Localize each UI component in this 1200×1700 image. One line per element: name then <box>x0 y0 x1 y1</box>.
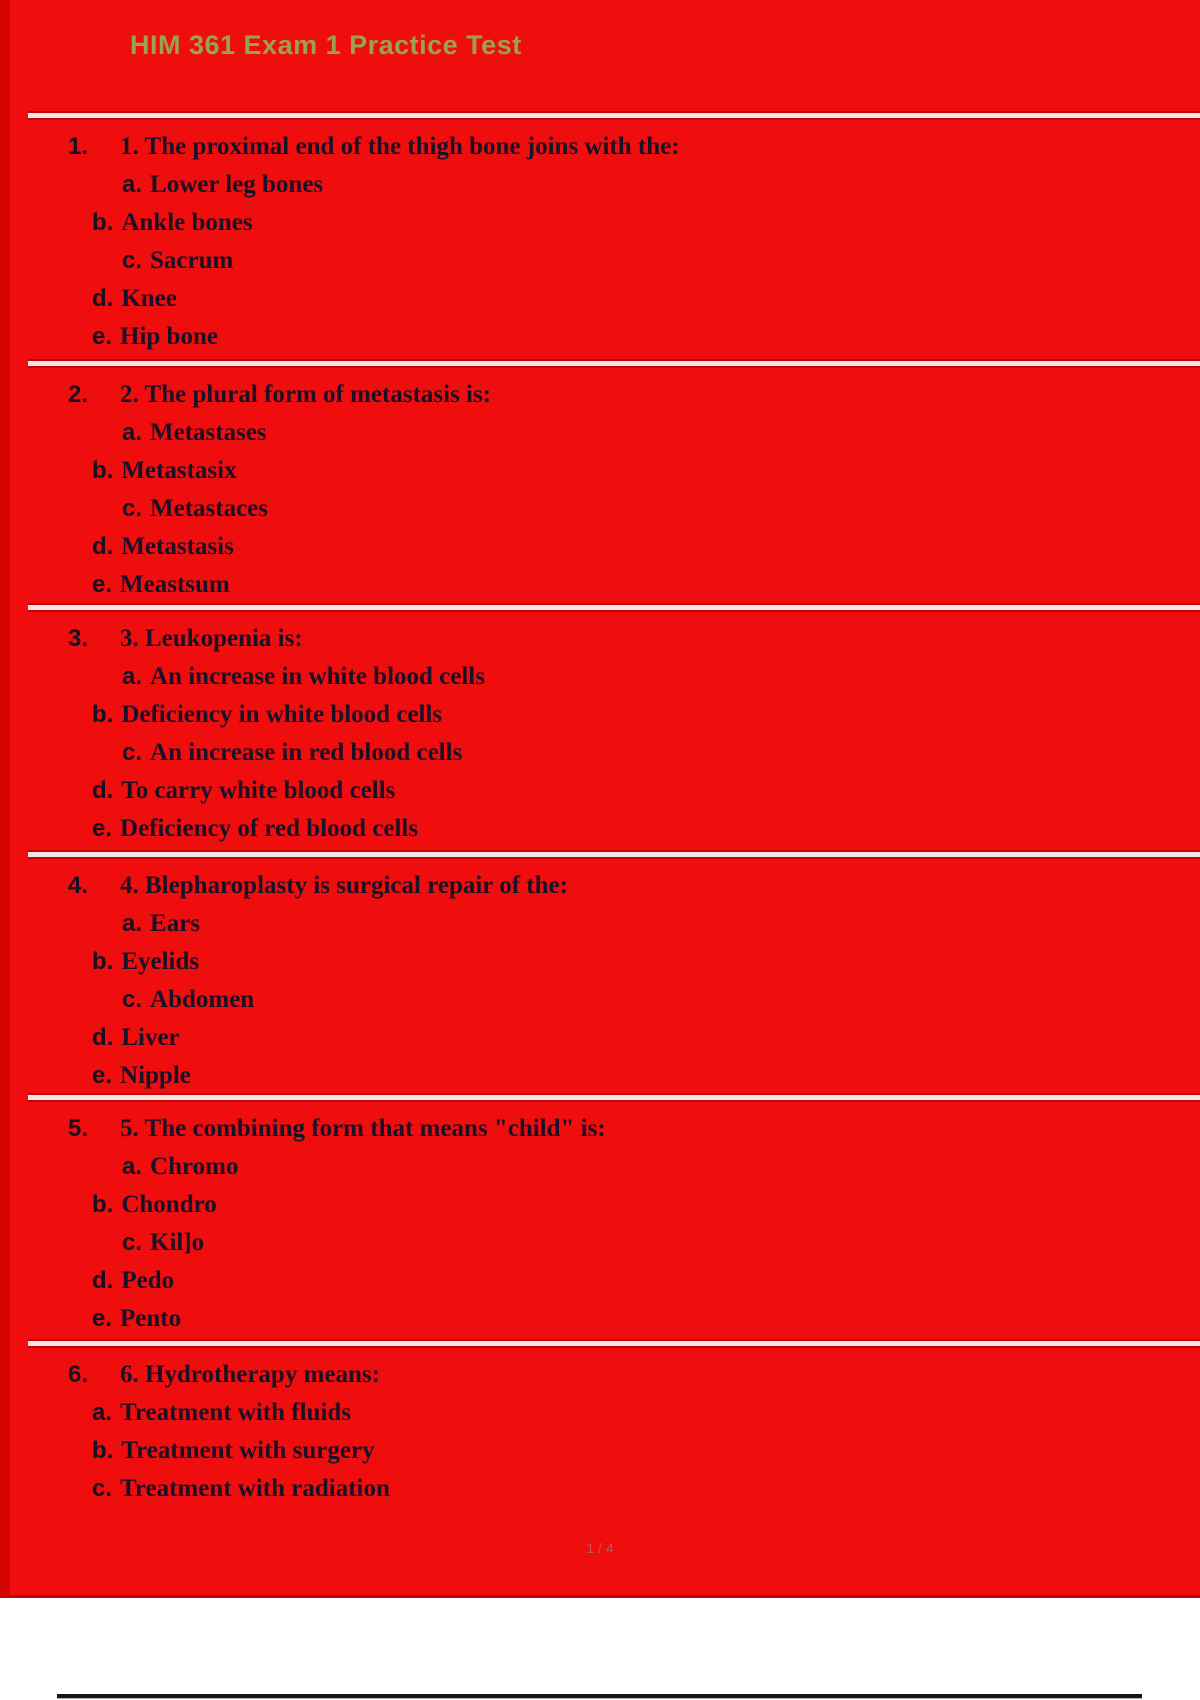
question-header <box>0 868 1200 906</box>
option-text: Metastaces <box>150 495 269 522</box>
option-text: Abdomen <box>150 986 255 1013</box>
question-number: 4. <box>68 872 89 899</box>
option-row <box>0 1149 1200 1187</box>
option-letter: d. <box>92 285 114 312</box>
option-text: Metastasis <box>121 533 234 560</box>
question-text: 2. The plural form of metastasis is: <box>120 381 492 408</box>
question-block-4 <box>0 850 1200 1096</box>
option-text: Metastasix <box>121 457 237 484</box>
option-row <box>0 281 1200 319</box>
option-text: Treatment with radiation <box>120 1475 390 1502</box>
option-letter: b. <box>92 948 114 975</box>
option-letter: c. <box>122 1229 143 1256</box>
option-row <box>0 906 1200 944</box>
option-letter: a. <box>122 419 143 446</box>
page-indicator: 1 / 4 <box>586 1540 614 1556</box>
option-row <box>0 773 1200 811</box>
option-letter: b. <box>92 1437 114 1464</box>
option-row <box>0 1187 1200 1225</box>
option-row <box>0 811 1200 849</box>
question-block-6 <box>0 1339 1200 1509</box>
option-letter: c. <box>122 495 143 522</box>
question-header <box>0 621 1200 659</box>
option-text: An increase in red blood cells <box>150 739 463 766</box>
option-text: To carry white blood cells <box>121 777 396 804</box>
question-block-1 <box>0 111 1200 357</box>
option-text: Treatment with surgery <box>121 1437 375 1464</box>
option-row <box>0 697 1200 735</box>
option-text: Kil]o <box>150 1229 205 1256</box>
option-text: Metastases <box>150 419 267 446</box>
option-text: Ankle bones <box>121 209 253 236</box>
separator-line <box>28 1339 1200 1348</box>
option-letter: a. <box>92 1399 113 1426</box>
option-row <box>0 415 1200 453</box>
option-text: An increase in white blood cells <box>150 663 485 690</box>
option-text: Liver <box>121 1024 180 1051</box>
option-text: Deficiency of red blood cells <box>120 815 419 842</box>
question-text: 6. Hydrotherapy means: <box>120 1361 380 1388</box>
option-letter: e. <box>92 1062 113 1089</box>
practice-test-title: HIM 361 Exam 1 Practice Test <box>130 30 522 60</box>
option-letter: e. <box>92 323 113 350</box>
option-letter: b. <box>92 457 114 484</box>
option-letter: a. <box>122 663 143 690</box>
footer-rule <box>57 1694 1142 1699</box>
option-letter: b. <box>92 701 114 728</box>
question-header <box>0 1357 1200 1395</box>
option-text: Pento <box>120 1305 182 1332</box>
option-letter: d. <box>92 777 114 804</box>
question-number: 1. <box>68 133 89 160</box>
question-text: 4. Blepharoplasty is surgical repair of the: <box>120 872 568 899</box>
option-row <box>0 1020 1200 1058</box>
question-number: 2. <box>68 381 89 408</box>
option-letter: c. <box>122 739 143 766</box>
option-text: Meastsum <box>120 571 230 598</box>
option-text: Chromo <box>150 1153 239 1180</box>
option-text: Pedo <box>121 1267 175 1294</box>
question-header <box>0 129 1200 167</box>
option-row <box>0 1225 1200 1263</box>
separator-line <box>28 1093 1200 1102</box>
option-row <box>0 167 1200 205</box>
option-letter: a. <box>122 910 143 937</box>
option-row <box>0 1471 1200 1509</box>
separator-line <box>28 850 1200 859</box>
question-text: 5. The combining form that means "child" is: <box>120 1115 606 1142</box>
option-row <box>0 944 1200 982</box>
option-letter: e. <box>92 571 113 598</box>
option-row <box>0 982 1200 1020</box>
option-letter: d. <box>92 1024 114 1051</box>
option-row <box>0 205 1200 243</box>
option-letter: c. <box>122 247 143 274</box>
option-row <box>0 1395 1200 1433</box>
option-letter: d. <box>92 1267 114 1294</box>
option-letter: e. <box>92 815 113 842</box>
option-row <box>0 491 1200 529</box>
option-text: Knee <box>121 285 177 312</box>
separator-line <box>28 359 1200 368</box>
option-row <box>0 529 1200 567</box>
question-block-2 <box>0 359 1200 605</box>
option-text: Treatment with fluids <box>120 1399 352 1426</box>
option-row <box>0 243 1200 281</box>
option-letter: d. <box>92 533 114 560</box>
option-row <box>0 453 1200 491</box>
option-row <box>0 1301 1200 1339</box>
option-letter: c. <box>122 986 143 1013</box>
option-row <box>0 1263 1200 1301</box>
option-text: Lower leg bones <box>150 171 324 198</box>
option-row <box>0 659 1200 697</box>
separator-line <box>28 111 1200 120</box>
question-number: 5. <box>68 1115 89 1142</box>
question-block-5 <box>0 1093 1200 1339</box>
option-letter: c. <box>92 1475 113 1502</box>
option-row <box>0 1433 1200 1471</box>
question-number: 6. <box>68 1361 89 1388</box>
option-text: Chondro <box>121 1191 217 1218</box>
option-letter: a. <box>122 1153 143 1180</box>
question-number: 3. <box>68 625 89 652</box>
option-text: Nipple <box>120 1062 191 1089</box>
option-row <box>0 735 1200 773</box>
separator-line <box>28 603 1200 612</box>
option-text: Sacrum <box>150 247 234 274</box>
option-letter: b. <box>92 1191 114 1218</box>
option-letter: a. <box>122 171 143 198</box>
option-text: Ears <box>150 910 201 937</box>
question-header <box>0 377 1200 415</box>
question-block-3 <box>0 603 1200 849</box>
option-text: Hip bone <box>120 323 218 350</box>
option-text: Eyelids <box>121 948 200 975</box>
option-letter: b. <box>92 209 114 236</box>
option-row <box>0 319 1200 357</box>
option-text: Deficiency in white blood cells <box>121 701 443 728</box>
option-row <box>0 1058 1200 1096</box>
option-row <box>0 567 1200 605</box>
option-letter: e. <box>92 1305 113 1332</box>
question-text: 3. Leukopenia is: <box>120 625 303 652</box>
question-header <box>0 1111 1200 1149</box>
question-text: 1. The proximal end of the thigh bone joins with the: <box>120 133 680 160</box>
